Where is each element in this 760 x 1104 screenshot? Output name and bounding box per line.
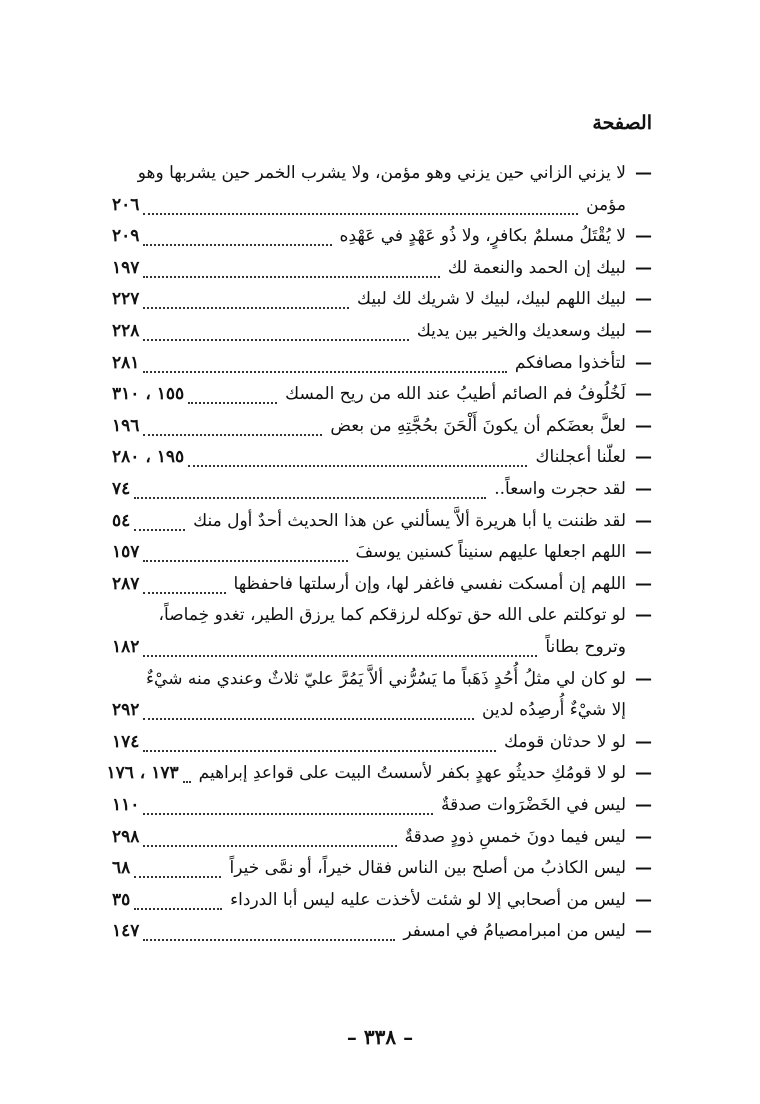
page-column-header: الصفحة [592,112,652,134]
page-number: – ٣٣٨ – [346,1025,414,1049]
entry-page-ref: ٢٩٢ [112,700,140,721]
entry-page-ref: ١٤٧ [112,921,140,942]
entry-page-ref: ١٨٢ [112,637,140,657]
entry-page-ref: ١٩٧ [112,257,140,278]
entry-page-ref: ١٩٦ [112,415,140,436]
dot-leader [134,511,185,531]
entry-text: لا يُقْتَلُ مسلمٌ بكافرٍ، ولا ذُو عَهْدٍ في عَهْدِه [339,226,626,247]
dot-leader [134,479,486,499]
index-entry-line [110,411,652,441]
dot-leader [143,226,331,246]
entry-page-ref: ١٧٣ ، ١٧٦ [106,763,179,784]
index-entry-line [110,284,652,314]
dot-leader [143,574,225,594]
dot-leader [183,763,191,783]
dot-leader [143,289,349,309]
entry-page-ref: ٢٠٩ [112,226,140,247]
entry-dash: — [635,889,652,910]
entry-page-ref: ٢٢٨ [112,321,140,341]
entry-text: ليس في الخَضْرَوات صدقةٌ [440,795,626,815]
entry-text: لعلّنا أعجلناك [535,447,626,468]
index-entry-line [110,916,652,946]
entry-page-ref: ١٥٥ ، ٣١٠ [112,384,185,405]
entry-dash: — [635,384,652,405]
entry-text: ليس من أصحابي إلا لو شئت لأخذت عليه ليس أبا الدرداء [230,889,626,910]
index-entry-line [106,758,652,788]
entry-dash: — [635,479,652,499]
entry-text: ليس من امبرامصيامُ في امسفر [403,921,626,942]
dot-leader [134,858,221,878]
dot-leader [143,542,347,562]
entry-text: لبيك اللهم لبيك، لبيك لا شريك لك لبيك [357,289,626,310]
entry-page-ref: ٢٩٨ [112,826,140,847]
index-entry-line [110,474,652,504]
index-entry-line [110,158,652,188]
dot-leader [143,732,496,752]
entry-text: اللهم اجعلها عليهم سنيناً كسنين يوسفَ [355,542,626,563]
entry-page-ref: ٢٨١ [112,352,140,373]
entry-dash: — [635,921,652,942]
index-entry-line [110,600,652,630]
entry-page-ref: ٥٤ [112,510,131,531]
index-entry-line [110,253,652,283]
entry-text: ليس فيما دونَ خمسِ ذودٍ صدقةٌ [404,826,626,847]
entry-dash: — [635,668,652,689]
entry-text: لبيك وسعديك والخير بين يديك [416,321,626,341]
entry-page-ref: ٦٨ [112,858,131,879]
index-entry-line [110,853,652,883]
index-entry-line [110,885,652,915]
entry-dash: — [635,542,652,563]
entry-page-ref: ١٩٥ ، ٢٨٠ [112,447,185,468]
index-entry-line [110,569,652,599]
entry-page-ref: ١٥٧ [112,542,140,563]
index-entry-line [110,221,652,251]
entry-text: لقد ظننت يا أبا هريرة ألاَّ يسألني عن هذا الحديث أحدٌ أول منك [193,510,626,531]
dot-leader [143,195,578,215]
index-entry-line [110,790,652,820]
entry-text: لو كان لي مثلُ أُحُدٍ ذَهَباً ما يَسُرُّني ألاَّ يَمُرَّ عليّ ثلاثٌ وعندي منه شيْءٌ [146,668,626,689]
entry-dash: — [635,605,652,626]
dot-leader [143,637,537,657]
index-entry-line [110,695,652,725]
entry-text: لو توكلتم على الله حق توكله لرزقكم كما يرزق الطير، تغدو خِماصاً، [158,605,626,626]
entry-dash: — [635,352,652,373]
entry-page-ref: ٢٨٧ [112,573,140,594]
entry-text: لتأخذوا مصافكم [514,352,626,373]
entry-dash: — [635,826,652,847]
dot-leader [143,921,395,941]
entry-dash: — [635,573,652,594]
entry-dash: — [635,858,652,879]
index-entry-line [110,190,652,220]
entry-dash: — [635,731,652,752]
entry-text: لو لا حدثان قومك [503,731,626,752]
dot-leader [143,353,506,373]
entry-text: لبيك إن الحمد والنعمة لك [447,257,626,278]
index-entry-line [110,537,652,567]
entry-text: ليس الكاذبُ من أصلح بين الناس فقال خيراً، أو نمَّى خيراً [229,858,626,879]
entry-text: لقد حجرت واسعاً.. [494,479,626,499]
index-entry-line [110,664,652,694]
dot-leader [134,890,222,910]
entry-page-ref: ٧٤ [112,479,131,499]
dot-leader [143,795,433,815]
dot-leader [143,700,474,720]
entry-dash: — [635,763,652,784]
entry-dash: — [635,163,652,183]
index-entry-line [110,727,652,757]
dot-leader [143,416,322,436]
entry-page-ref: ١٧٤ [112,731,140,752]
entry-text: لَخُلُوفُ فم الصائم أطيبُ عند الله من ريح المسك [285,384,626,405]
entry-dash: — [635,226,652,247]
index-entry-line [110,822,652,852]
dot-leader [188,384,277,404]
index-entry-line [110,316,652,346]
entry-page-ref: ١١٠ [112,795,140,815]
index-entry-line [110,348,652,378]
entry-page-ref: ٢٠٦ [112,194,140,215]
index-entry-line [110,506,652,536]
entry-text: مؤمن [586,194,626,215]
index-entry-line [110,442,652,472]
entry-page-ref: ٢٢٧ [112,289,140,310]
index-entry-line [110,379,652,409]
entry-dash: — [635,321,652,341]
entry-page-ref: ٣٥ [112,889,131,910]
entry-dash: — [635,510,652,531]
entry-text: لو لا قومُكِ حديثُو عهدٍ بكفر لأسستُ البيت على قواعدِ إبراهيم [198,763,626,784]
entry-text: إلا شيْءٌ أُرصِدُه لدين [481,700,626,721]
entry-dash: — [635,447,652,468]
entry-dash: — [635,795,652,815]
entry-dash: — [635,257,652,278]
dot-leader [143,827,396,847]
entry-text: اللهم إن أمسكت نفسي فاغفر لها، وإن أرسلتها فاحفظها [233,573,626,594]
dot-leader [143,258,439,278]
entry-dash: — [635,415,652,436]
entry-text: لا يزني الزاني حين يزني وهو مؤمن، ولا يشرب الخمر حين يشربها وهو [137,163,626,183]
entry-dash: — [635,289,652,310]
entry-text: لعلَّ بعضَكم أن يكونَ أَلْحَنَ بحُجَّتِهِ من بعض [330,415,626,436]
dot-leader [188,447,527,467]
dot-leader [143,321,408,341]
index-entry-line [110,632,652,662]
entry-text: وتروح بطاناً [545,637,626,657]
